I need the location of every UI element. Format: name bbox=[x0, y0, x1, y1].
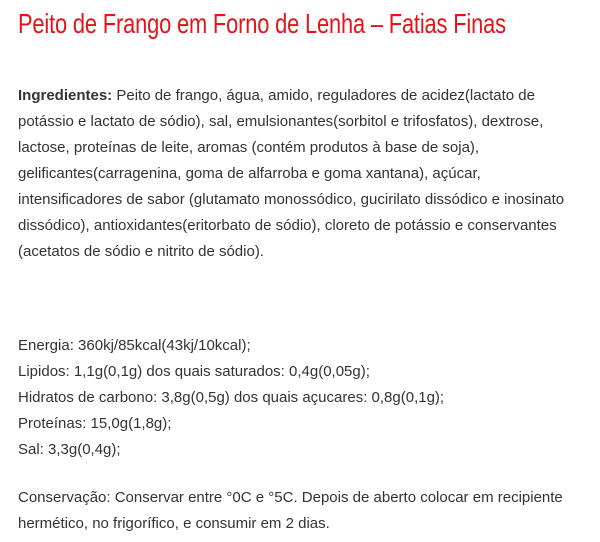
nutrition-energy: Energia: 360kj/85kcal(43kj/10kcal); bbox=[18, 337, 251, 354]
nutrition-salt: Sal: 3,3g(0,4g); bbox=[18, 441, 121, 458]
nutrition-proteins: Proteínas: 15,0g(1,8g); bbox=[18, 415, 172, 432]
nutrition-lipids: Lipidos: 1,1g(0,1g) dos quais saturados: 0,4g(0,05g); bbox=[18, 363, 370, 380]
product-title: Peito de Frango em Forno de Lenha – Fatias Finas bbox=[18, 8, 506, 39]
ingredients-text: Peito de frango, água, amido, reguladores de acidez(lactato de potássio e lactato de sódio), sal, emulsionantes(sorbitol e trifosfatos), dextrose, lactose, proteínas de leite, aromas (contém produtos à base de soja), gelificantes(carragenina, goma de alfarroba e goma xantana), açúcar, intensificadores de sabor (glutamato monossódico, gucirilato dissódico e inosinato dissódico), antioxidantes(eritorbato de sódio), cloreto de potássio e conservantes (acetatos de sódio e nitrito de sódio). bbox=[18, 87, 565, 260]
ingredients-label: Ingredientes: bbox=[18, 87, 113, 104]
ingredients-paragraph bbox=[18, 83, 584, 265]
conservation-paragraph: Conservação: Conservar entre °0C e °5C. Depois de aberto colocar em recipiente hermético, no frigorífico, e consumir em 2 dias. bbox=[18, 489, 563, 532]
nutrition-list bbox=[18, 333, 584, 463]
nutrition-carbohydrates: Hidratos de carbono: 3,8g(0,5g) dos quais açucares: 0,8g(0,1g); bbox=[18, 389, 445, 406]
